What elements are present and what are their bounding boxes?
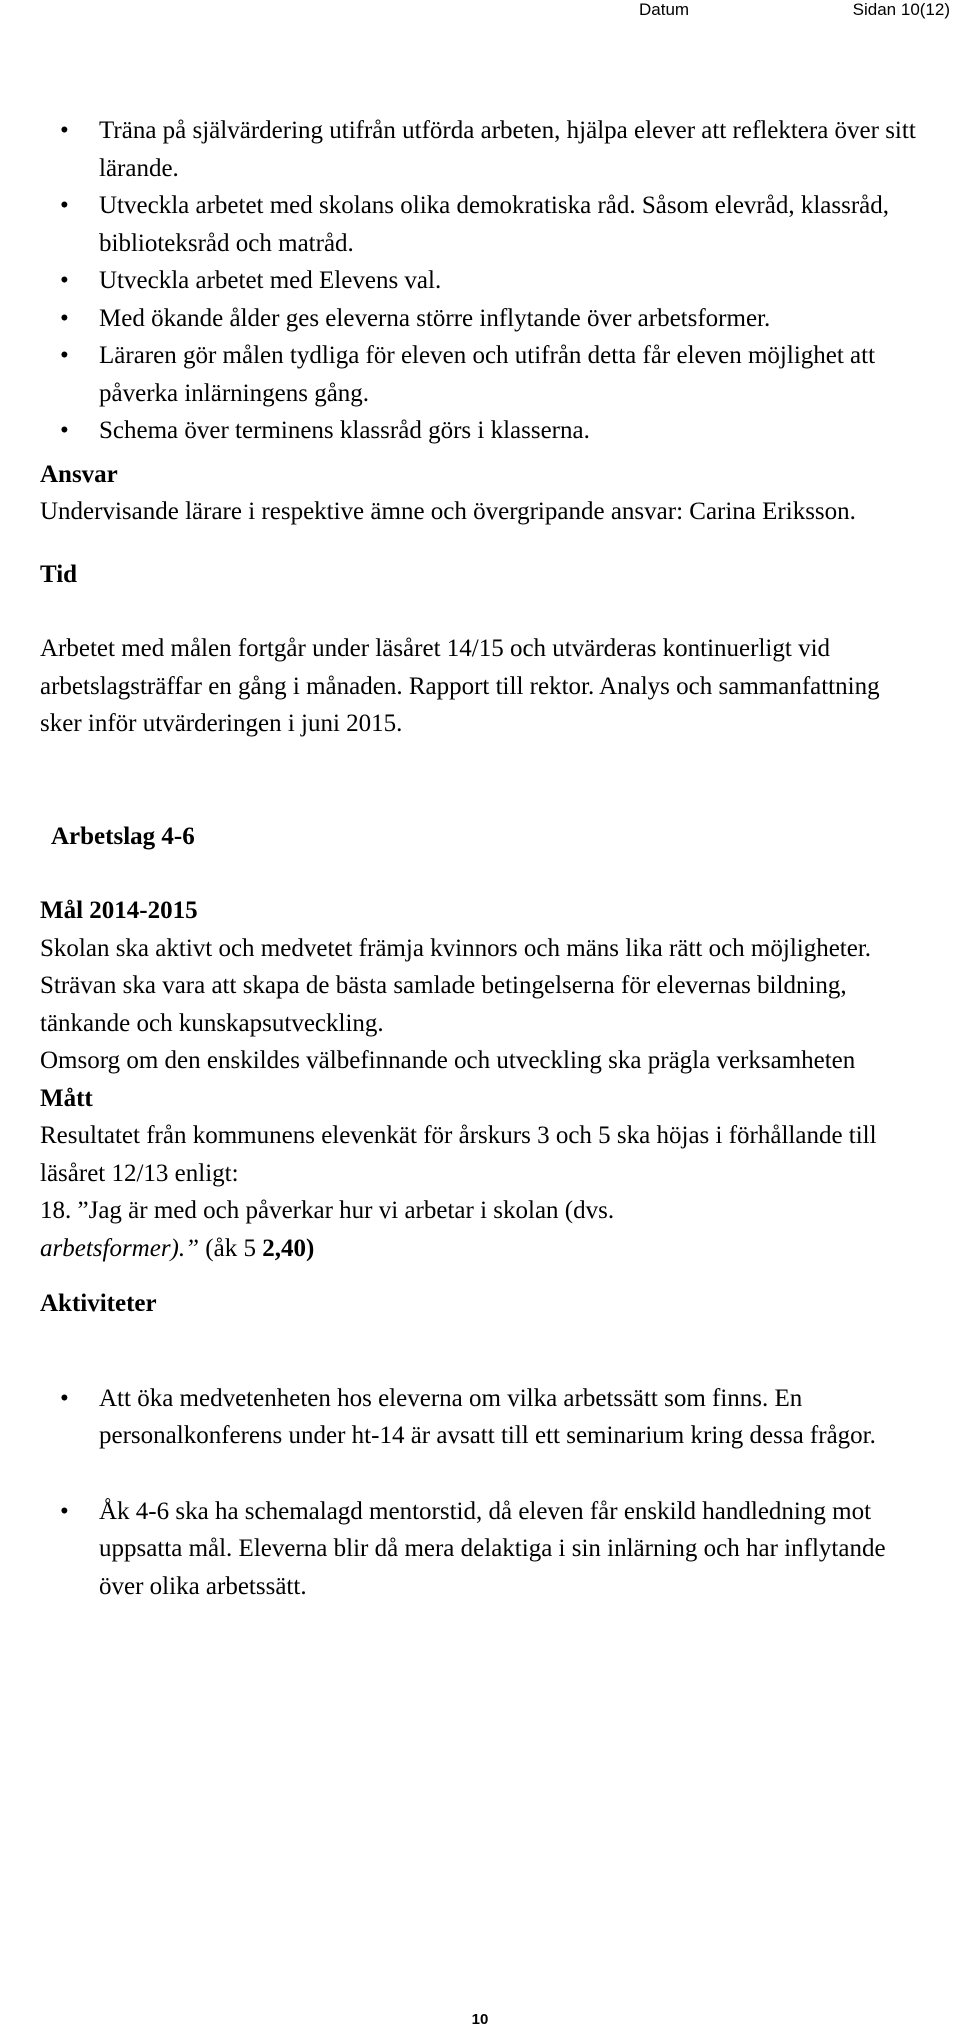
ansvar-text: Undervisande lärare i respektive ämne och övergripande ansvar: Carina Eriksson.: [40, 498, 856, 525]
bullet-icon: •: [60, 192, 69, 219]
matt-text: Resultatet från kommunens elevenkät för årskurs 3 och 5 ska höjas i förhållande till läsåret 12/13 enligt:: [40, 1122, 877, 1187]
list-item: [40, 112, 920, 187]
list-item-text: Med ökande ålder ges eleverna större inflytande över arbetsformer.: [99, 304, 771, 332]
tid-heading: Tid: [40, 560, 78, 588]
list-item-text: Åk 4-6 ska ha schemalagd mentorstid, då eleven får enskild handledning mot uppsatta mål. Eleverna blir då mera delaktiga i sin inlärning och har inflytande över olika arbetssätt.: [99, 1497, 886, 1600]
list-item-text: Läraren gör målen tydliga för eleven och utifrån detta får eleven möjlighet att påverka inlärningens gång.: [99, 342, 876, 407]
list-item-text: Utveckla arbetet med skolans olika demokratiska råd. Såsom elevråd, klassråd, biblioteksråd och matråd.: [99, 192, 890, 257]
matt-item-suffix: (åk 5: [199, 1234, 263, 1262]
list-item: [40, 262, 920, 300]
list-item: [40, 1380, 920, 1455]
list-item-text: Utveckla arbetet med Elevens val.: [99, 267, 442, 294]
header-page-indicator: Sidan 10(12): [852, 0, 950, 19]
matt-survey-item: [40, 1192, 920, 1267]
matt-item-value: 2,40): [262, 1234, 315, 1262]
bullet-list-goals: [40, 112, 920, 450]
matt-item-prefix: 18. ”Jag är med och påverkar hur vi arbetar i skolan (dvs.: [40, 1197, 615, 1224]
header-datum: Datum: [639, 0, 690, 19]
list-item: [40, 337, 920, 412]
mal-line: Skolan ska aktivt och medvetet främja kvinnors och mäns lika rätt och möjligheter.: [40, 934, 872, 962]
document-body: [40, 112, 920, 1605]
arbetslag-heading: Arbetslag 4-6: [51, 822, 195, 850]
bullet-icon: •: [60, 304, 69, 332]
list-item: [40, 1493, 920, 1606]
matt-item-italic: arbetsformer).”: [40, 1234, 200, 1262]
list-item-text: Träna på självärdering utifrån utförda arbeten, hjälpa elever att reflektera över sitt lärande.: [99, 117, 916, 182]
matt-heading: Mått: [40, 1084, 93, 1112]
bullet-icon: •: [60, 1497, 69, 1525]
bullet-icon: •: [60, 417, 69, 444]
list-item: [40, 412, 920, 450]
bullet-icon: •: [60, 117, 69, 144]
page-number: 10: [471, 2011, 489, 2028]
list-item: [40, 300, 920, 338]
mal-line: Omsorg om den enskildes välbefinnande och utveckling ska prägla verksamheten: [40, 1047, 856, 1074]
bullet-icon: •: [60, 342, 69, 369]
bullet-icon: •: [60, 267, 69, 294]
list-item-text: Schema över terminens klassråd görs i klasserna.: [99, 417, 590, 444]
tid-text: Arbetet med målen fortgår under läsåret 14/15 och utvärderas kontinuerligt vid arbetslagsträffar en gång i månaden. Rapport till rektor. Analys och sammanfattning sker inför utvärderingen i juni 2015.: [40, 635, 880, 737]
bullet-icon: •: [60, 1384, 69, 1412]
aktiviteter-heading: Aktiviteter: [40, 1290, 157, 1317]
ansvar-heading: Ansvar: [40, 460, 118, 488]
mal-line: Strävan ska vara att skapa de bästa samlade betingelserna för elevernas bildning, tänkande och kunskapsutveckling.: [40, 972, 847, 1037]
page-header: [0, 0, 960, 20]
bullet-list-activities: [40, 1380, 920, 1606]
list-item-text: Att öka medvetenheten hos eleverna om vilka arbetssätt som finns. En personalkonferens under ht-14 är avsatt till ett seminarium kring dessa frågor.: [99, 1384, 876, 1449]
mal-heading: Mål 2014-2015: [40, 897, 198, 924]
list-item: [40, 187, 920, 262]
